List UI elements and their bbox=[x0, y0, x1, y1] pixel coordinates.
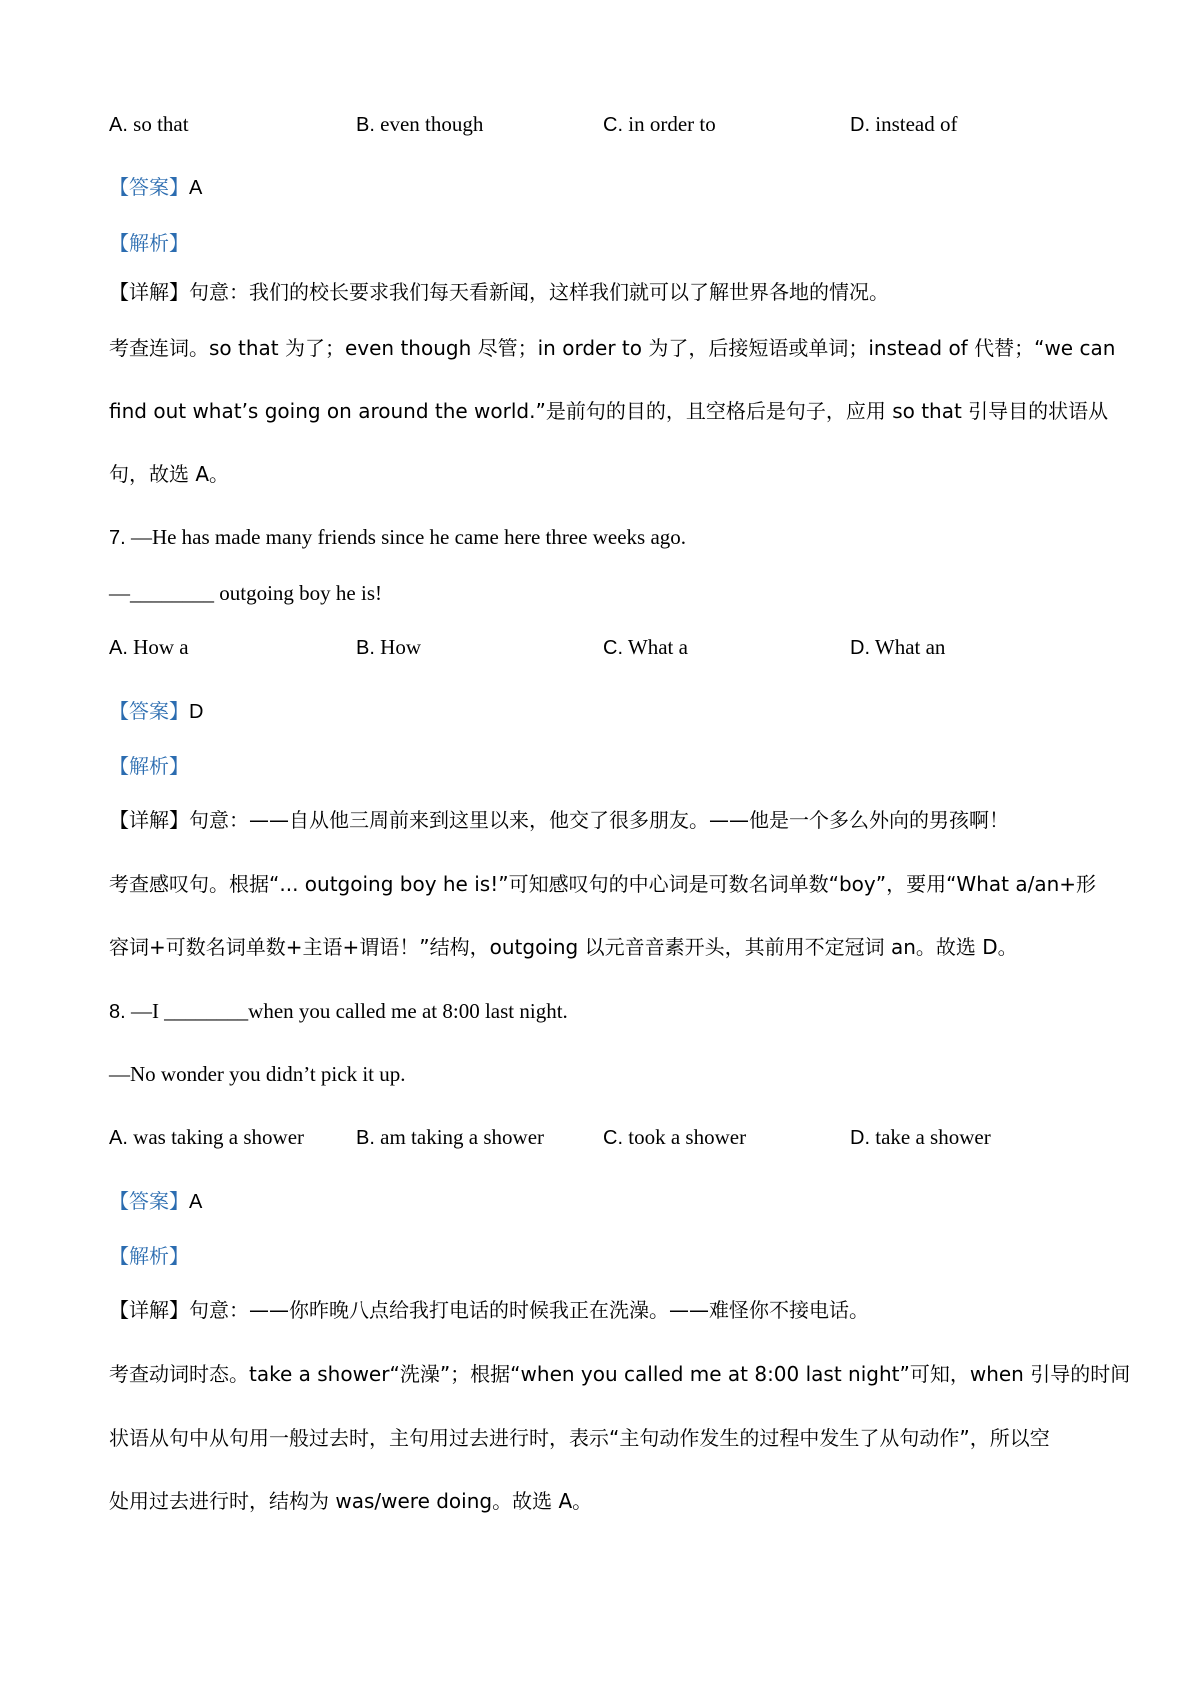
q7-answer: 【答案】D bbox=[109, 699, 204, 723]
q6-explain-line-1: 考查连词。so that 为了；even though 尽管；in order to 为了，后接短语或单词；instead of 代替；“we can bbox=[109, 336, 1116, 360]
q8-option-a: A. was taking a shower bbox=[109, 1125, 305, 1149]
q8-explain-line-3: 处用过去进行时，结构为 was/were doing。故选 A。 bbox=[109, 1489, 593, 1513]
q6-option-d: D. instead of bbox=[850, 112, 958, 136]
q8-option-c: C. took a shower bbox=[603, 1125, 747, 1149]
q8-detail: 【详解】句意：——你昨晚八点给我打电话的时候我正在洗澡。——难怪你不接电话。 bbox=[109, 1298, 869, 1322]
q7-detail: 【详解】句意：——自从他三周前来到这里以来，他交了很多朋友。——他是一个多么外向的男孩啊！ bbox=[109, 808, 1009, 832]
q6-explain-line-2: find out what’s going on around the world.”是前句的目的，且空格后是句子，应用 so that 引导目的状语从 bbox=[109, 399, 1109, 423]
q7-option-d: D. What an bbox=[850, 635, 946, 659]
q8-analysis-tag: 【解析】 bbox=[109, 1244, 189, 1268]
q7-explain-line-2: 容词+可数名词单数+主语+谓语！”结构，outgoing 以元音音素开头，其前用不定冠词 an。故选 D。 bbox=[109, 935, 1018, 959]
q6-explain-line-3: 句，故选 A。 bbox=[109, 462, 230, 486]
q7-explain-line-1: 考查感叹句。根据“... outgoing boy he is!”可知感叹句的中心词是可数名词单数“boy”，要用“What a/an+形 bbox=[109, 872, 1097, 896]
q7-analysis-tag: 【解析】 bbox=[109, 754, 189, 778]
q8-question-line-2: —No wonder you didn’t pick it up. bbox=[109, 1062, 406, 1086]
q8-explain-line-2: 状语从句中从句用一般过去时，主句用过去进行时，表示“主句动作发生的过程中发生了从句动作”，所以空 bbox=[109, 1426, 1050, 1450]
q8-option-d: D. take a shower bbox=[850, 1125, 991, 1149]
q7-option-b: B. How bbox=[356, 635, 421, 659]
q7-option-c: C. What a bbox=[603, 635, 688, 659]
q7-question-line-1: 7. —He has made many friends since he came here three weeks ago. bbox=[109, 525, 687, 549]
q6-option-c: C. in order to bbox=[603, 112, 716, 136]
q6-answer: 【答案】A bbox=[109, 175, 203, 199]
q6-analysis-tag: 【解析】 bbox=[109, 231, 189, 255]
q6-option-b: B. even though bbox=[356, 112, 484, 136]
q7-option-a: A. How a bbox=[109, 635, 189, 659]
q8-answer: 【答案】A bbox=[109, 1189, 203, 1213]
q6-option-a: A. so that bbox=[109, 112, 189, 136]
q8-option-b: B. am taking a shower bbox=[356, 1125, 545, 1149]
q8-explain-line-1: 考查动词时态。take a shower“洗澡”；根据“when you called me at 8:00 last night”可知，when 引导的时间 bbox=[109, 1362, 1131, 1386]
q7-question-line-2: —________ outgoing boy he is! bbox=[109, 581, 382, 605]
q6-detail: 【详解】句意：我们的校长要求我们每天看新闻，这样我们就可以了解世界各地的情况。 bbox=[109, 280, 889, 304]
q8-question-line-1: 8. —I ________when you called me at 8:00 last night. bbox=[109, 999, 568, 1023]
